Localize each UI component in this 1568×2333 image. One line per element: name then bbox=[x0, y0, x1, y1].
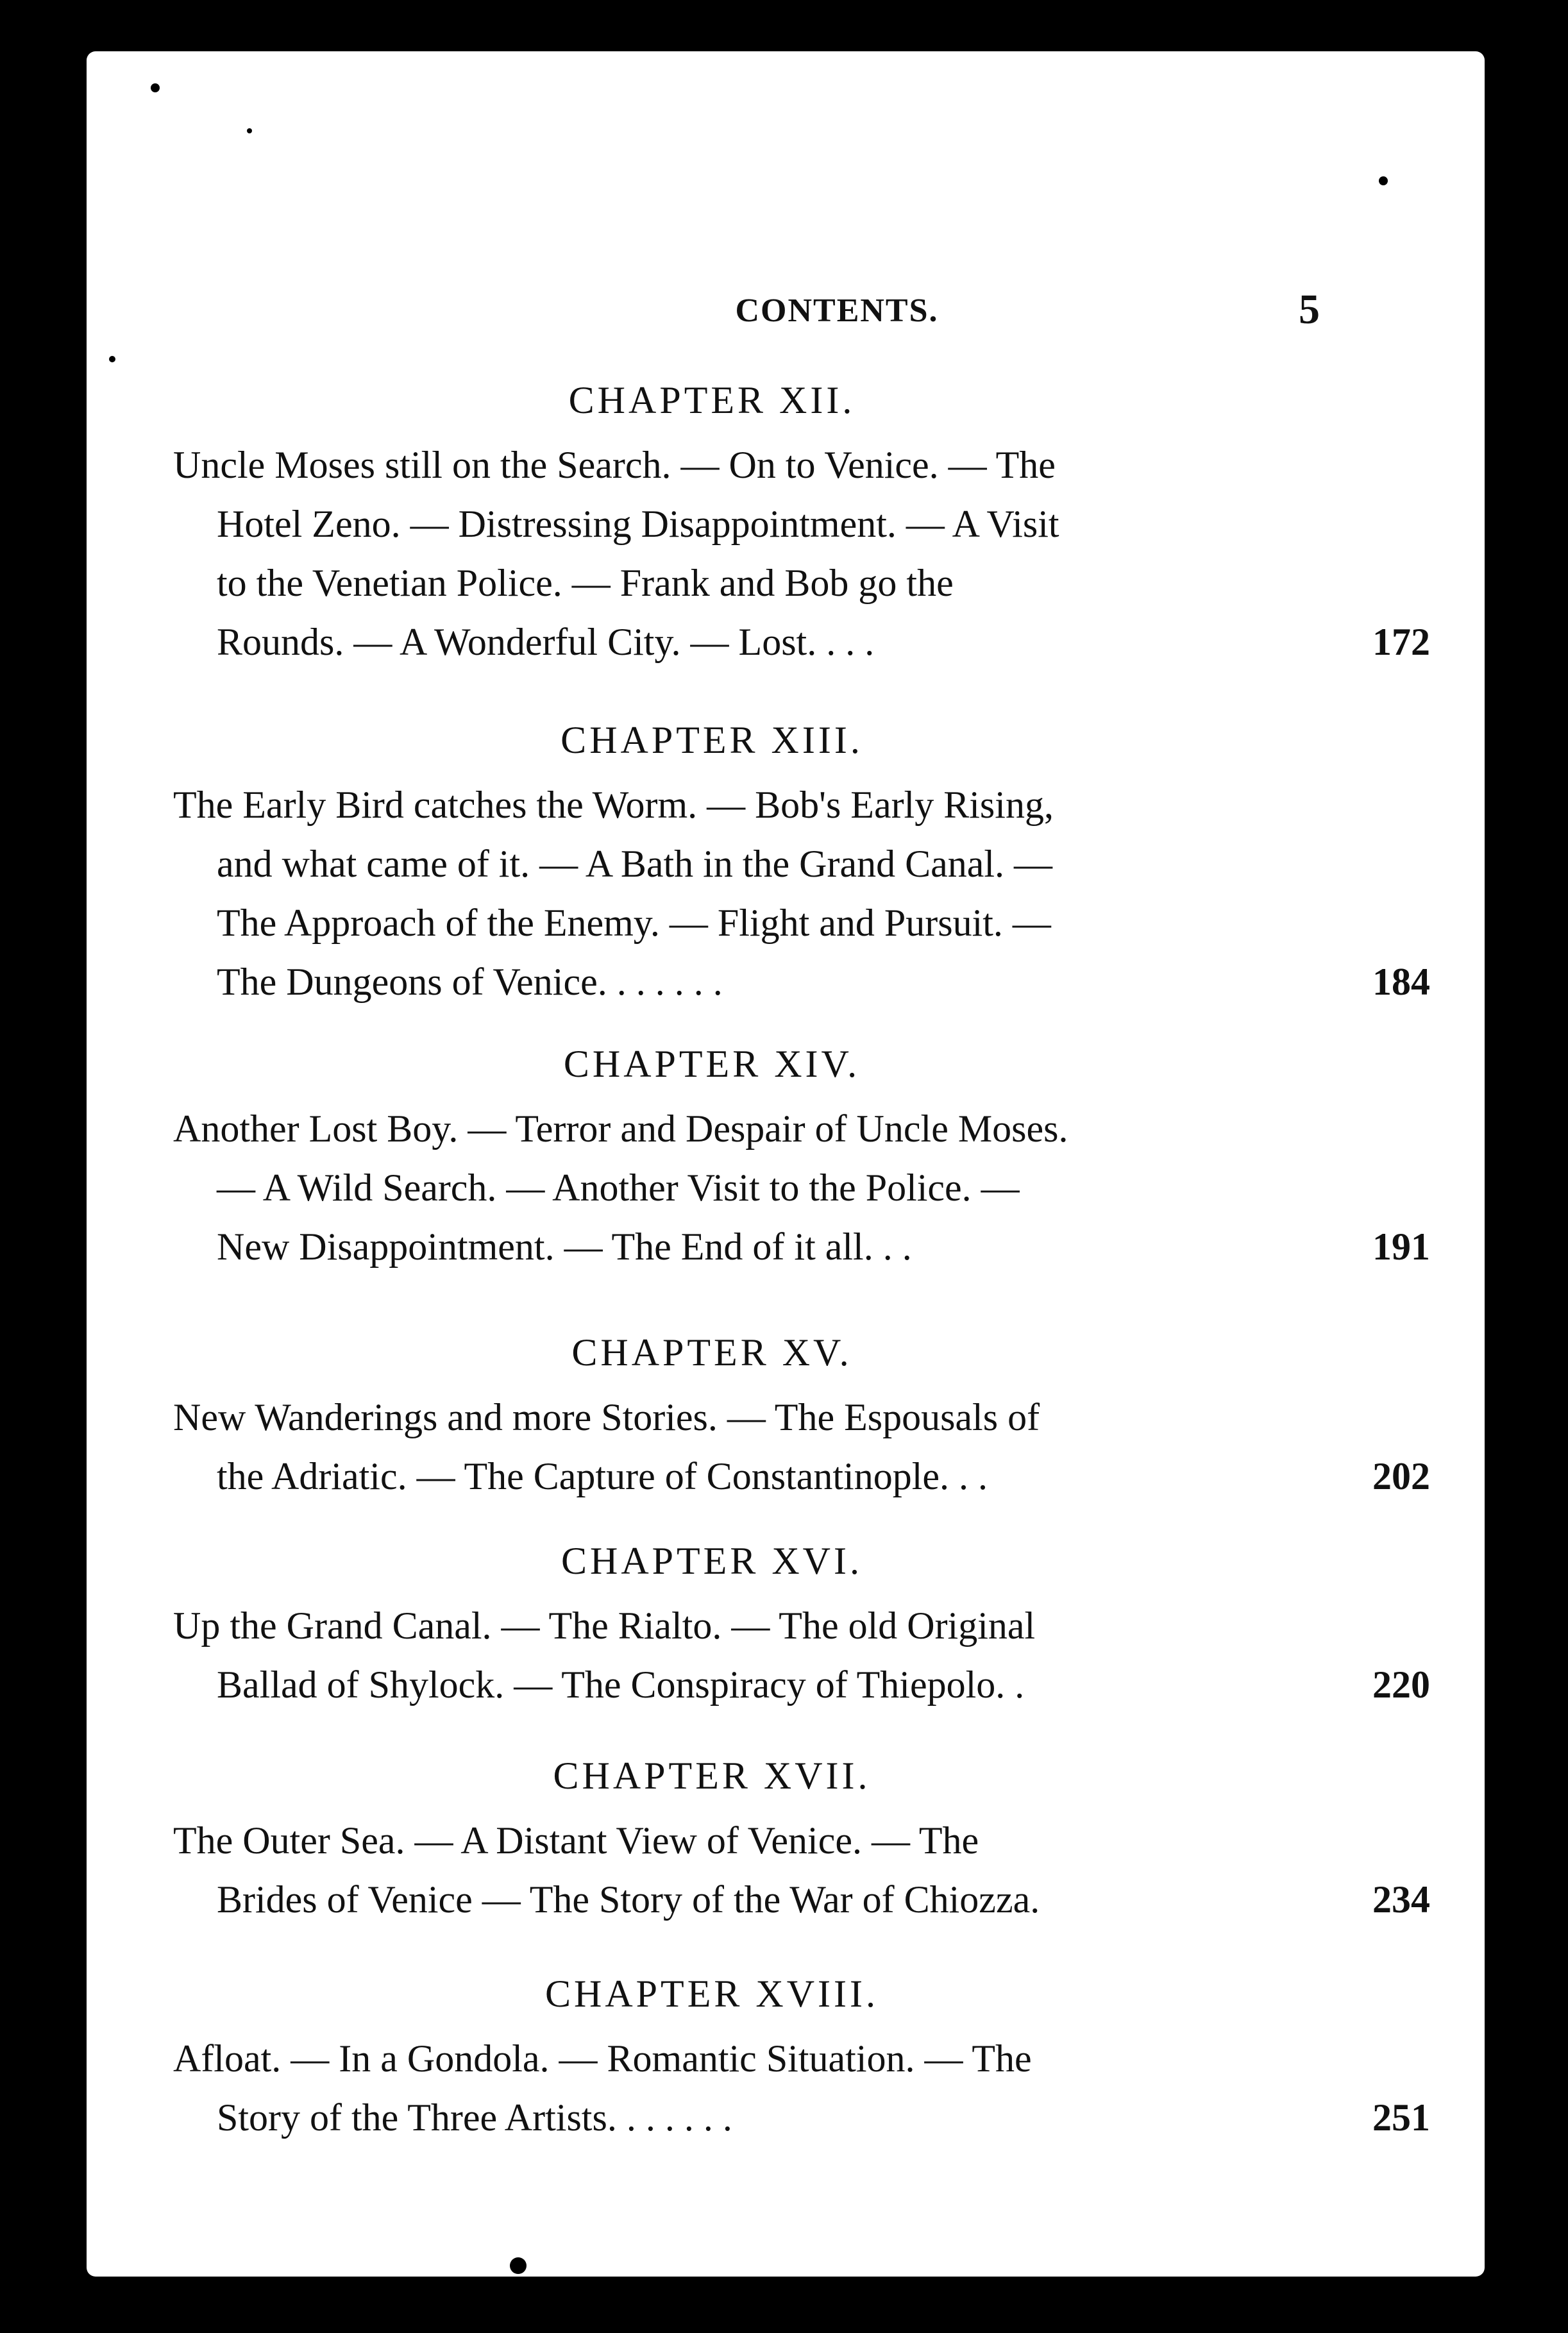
summary-text: and what came of it. — A Bath in the Grand Canal. — bbox=[217, 843, 1053, 885]
chapter-summary-line bbox=[173, 1158, 1430, 1217]
scan-speck bbox=[151, 83, 160, 92]
chapter-summary-line bbox=[173, 1447, 1430, 1506]
toc-chapter-entry bbox=[173, 1331, 1430, 1506]
toc-chapter-entry bbox=[173, 1754, 1430, 1929]
scan-speck bbox=[247, 128, 252, 133]
chapter-summary-line bbox=[173, 435, 1430, 494]
page-reference: 251 bbox=[1372, 2096, 1430, 2139]
chapter-heading: CHAPTER XIII. bbox=[561, 719, 863, 761]
summary-text: New Disappointment. — The End of it all. . . bbox=[217, 1225, 912, 1268]
scan-speck bbox=[1379, 176, 1388, 185]
chapter-summary-line bbox=[173, 2088, 1430, 2147]
page-reference: 191 bbox=[1372, 1225, 1430, 1268]
summary-text: Another Lost Boy. — Terror and Despair of Uncle Moses. bbox=[173, 1108, 1068, 1150]
summary-text: — A Wild Search. — Another Visit to the Police. — bbox=[217, 1166, 1020, 1209]
page-reference: 172 bbox=[1372, 621, 1430, 663]
chapter-summary-line bbox=[173, 1655, 1430, 1714]
toc-chapter-entry bbox=[173, 718, 1430, 1011]
chapter-summary-line bbox=[173, 1870, 1430, 1929]
chapter-heading: CHAPTER XVI. bbox=[561, 1540, 863, 1582]
summary-text: to the Venetian Police. — Frank and Bob go the bbox=[217, 562, 954, 604]
scan-speck bbox=[510, 2257, 527, 2274]
page-reference: 202 bbox=[1372, 1455, 1430, 1497]
toc-chapter-entry bbox=[173, 1539, 1430, 1714]
scan-speck bbox=[109, 356, 115, 362]
chapter-summary-line bbox=[173, 494, 1430, 553]
chapter-summary-line bbox=[173, 2029, 1430, 2088]
summary-text: Up the Grand Canal. — The Rialto. — The old Original bbox=[173, 1604, 1036, 1647]
running-head bbox=[87, 286, 1485, 343]
page-number: 5 bbox=[1299, 286, 1320, 333]
chapter-summary-line bbox=[173, 893, 1430, 952]
running-title: CONTENTS. bbox=[735, 292, 939, 329]
chapter-summary-line bbox=[173, 775, 1430, 834]
chapter-summary-line bbox=[173, 834, 1430, 893]
summary-text: Brides of Venice — The Story of the War of Chiozza. bbox=[217, 1878, 1040, 1921]
summary-text: the Adriatic. — The Capture of Constantinople. . . bbox=[217, 1455, 988, 1497]
chapter-summary-line bbox=[173, 1099, 1430, 1158]
chapter-heading: CHAPTER XVII. bbox=[553, 1755, 871, 1797]
summary-text: The Dungeons of Venice. . . . . . . bbox=[217, 961, 723, 1003]
summary-text: Story of the Three Artists. . . . . . . bbox=[217, 2096, 732, 2139]
chapter-summary-line bbox=[173, 553, 1430, 612]
chapter-summary-line bbox=[173, 1388, 1430, 1447]
book-page bbox=[87, 51, 1485, 2277]
summary-text: Afloat. — In a Gondola. — Romantic Situation. — The bbox=[173, 2037, 1032, 2080]
toc-chapter-entry bbox=[173, 1972, 1430, 2147]
chapter-summary-line bbox=[173, 952, 1430, 1011]
chapter-summary-line bbox=[173, 1217, 1430, 1276]
chapter-summary-line bbox=[173, 1596, 1430, 1655]
summary-text: Uncle Moses still on the Search. — On to Venice. — The bbox=[173, 444, 1056, 486]
chapter-heading: CHAPTER XII. bbox=[568, 379, 856, 421]
summary-text: Ballad of Shylock. — The Conspiracy of Thiepolo. . bbox=[217, 1663, 1025, 1706]
toc-chapter-entry bbox=[173, 1042, 1430, 1276]
summary-text: Rounds. — A Wonderful City. — Lost. . . . bbox=[217, 621, 875, 663]
chapter-summary-line bbox=[173, 612, 1430, 671]
toc-chapter-entry bbox=[173, 378, 1430, 671]
summary-text: The Approach of the Enemy. — Flight and Pursuit. — bbox=[217, 902, 1051, 944]
summary-text: The Outer Sea. — A Distant View of Venice. — The bbox=[173, 1819, 979, 1862]
summary-text: New Wanderings and more Stories. — The Espousals of bbox=[173, 1396, 1040, 1438]
page-reference: 234 bbox=[1372, 1878, 1430, 1921]
chapter-summary-line bbox=[173, 1811, 1430, 1870]
summary-text: The Early Bird catches the Worm. — Bob's Early Rising, bbox=[173, 784, 1054, 826]
page-reference: 220 bbox=[1372, 1663, 1430, 1706]
chapter-heading: CHAPTER XV. bbox=[571, 1331, 852, 1374]
page-reference: 184 bbox=[1372, 961, 1430, 1003]
chapter-heading: CHAPTER XIV. bbox=[563, 1043, 861, 1085]
chapter-heading: CHAPTER XVIII. bbox=[545, 1973, 879, 2015]
summary-text: Hotel Zeno. — Distressing Disappointment. — A Visit bbox=[217, 503, 1059, 545]
